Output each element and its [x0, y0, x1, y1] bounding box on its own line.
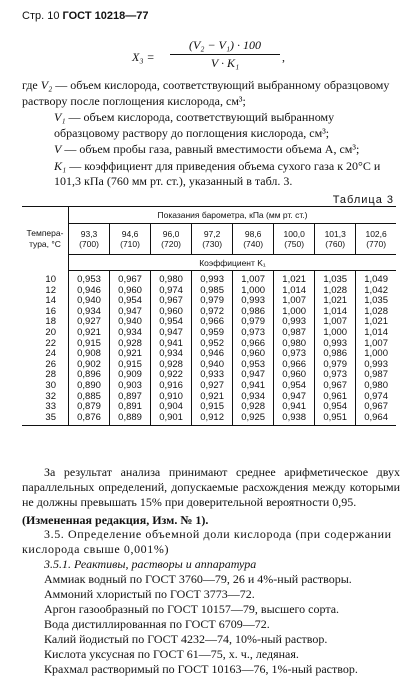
temperature-cell: 33 [22, 402, 69, 413]
amendment-note: (Измененная редакция, Изм. № 1). [22, 513, 209, 527]
coefficient-header: Коэффициент K₁ [69, 255, 397, 271]
coefficient-cell: 0,947 [274, 392, 315, 403]
coefficient-cell: 0,934 [69, 307, 110, 318]
formula-numerator: (V₂ − V₁) · 100 [170, 38, 280, 55]
temperature-cell: 12 [22, 286, 69, 297]
definition-prefix: где [22, 78, 41, 92]
coefficient-cell: 1,007 [274, 296, 315, 307]
coefficient-cell: 0,934 [110, 328, 151, 339]
coefficient-cell: 0,974 [364, 390, 388, 402]
coefficient-cell: 1,000 [233, 286, 274, 297]
coefficient-cell: 0,941 [233, 381, 274, 392]
coefficient-cell: 1,000 [364, 348, 388, 360]
coefficient-cell: 0,967 [364, 401, 388, 413]
pressure-mm: (770) [366, 239, 387, 249]
coefficient-cell: 0,910 [151, 392, 192, 403]
pressure-mm: (700) [79, 239, 99, 249]
pressure-kpa: 96,0 [162, 229, 180, 239]
coefficient-cell: 0,986 [315, 349, 356, 360]
coefficient-table [22, 206, 396, 426]
pressure-column-header [192, 224, 233, 255]
coefficient-cell: 1,035 [315, 271, 356, 286]
coefficient-cell: 0,947 [110, 307, 151, 318]
pressure-kpa: 94,6 [121, 229, 139, 239]
coefficient-cell: 0,972 [192, 307, 233, 318]
coefficient-cell: 0,928 [110, 339, 151, 350]
coefficient-cell: 0,916 [151, 381, 192, 392]
result-paragraph: За результат анализа принимают среднее арифметическое двух параллельных определений, допускаемые расхождения между которыми не должны превышать 15% при доверительной вероятности 0,95. [22, 465, 400, 509]
coefficient-cell: 0,993 [274, 317, 315, 328]
section-3-5-title: 3.5. Определение объемной доли кислорода (при содержании кислорода свыше 0,001%) [22, 527, 392, 556]
coefficient-cell: 0,987 [274, 328, 315, 339]
coefficient-cell: 1,021 [274, 271, 315, 286]
coefficient-cell: 0,909 [110, 370, 151, 381]
coefficient-cell: 0,946 [192, 349, 233, 360]
coefficient-cell: 0,953 [69, 271, 110, 286]
coefficient-cell: 0,979 [233, 317, 274, 328]
coefficient-cell: 0,928 [233, 402, 274, 413]
temperature-cell: 30 [22, 381, 69, 392]
coefficient-cell: 0,879 [69, 402, 110, 413]
temperature-cell: 35 [22, 413, 69, 426]
pressure-mm: (760) [325, 239, 346, 249]
coefficient-cell: 0,979 [192, 296, 233, 307]
table-row [22, 271, 396, 286]
coefficient-cell: 0,921 [110, 349, 151, 360]
definition-v1 [22, 110, 402, 141]
reagent-item: Аммиак водный по ГОСТ 3760—79, 26 и 4%-ный растворы. [44, 572, 352, 586]
coefficient-cell: 0,993 [233, 296, 274, 307]
coefficient-cell: 1,042 [364, 284, 388, 296]
coefficient-cell: 0,921 [69, 328, 110, 339]
coefficient-cell: 0,993 [192, 271, 233, 286]
coefficient-cell: 0,922 [151, 370, 192, 381]
formula-fraction [170, 38, 280, 71]
formula-denominator: V · K₁ [210, 56, 240, 70]
temperature-header-line1: Темпера- [26, 227, 64, 238]
pressure-row [22, 224, 396, 255]
coefficient-cell: 0,954 [110, 296, 151, 307]
pressure-header: Показания барометра, кПа (мм рт. ст.) [69, 207, 397, 224]
coefficient-cell: 0,954 [274, 381, 315, 392]
coefficient-cell: 0,973 [315, 370, 356, 381]
table-caption: Таблица 3 [332, 194, 394, 206]
coefficient-cell: 0,889 [110, 413, 151, 426]
coefficient-cell: 1,028 [364, 305, 388, 317]
formula-lhs: X₃ = [132, 50, 155, 64]
temperature-cell: 32 [22, 392, 69, 403]
coefficient-cell: 0,902 [69, 360, 110, 371]
definition-symbol: V₁ [54, 110, 66, 124]
coefficient-cell: 0,952 [192, 339, 233, 350]
table-row [22, 328, 396, 339]
coefficient-cell: 0,993 [315, 339, 356, 350]
coefficient-cell: 0,980 [151, 271, 192, 286]
pressure-column-header [315, 224, 356, 255]
coefficient-cell: 0,993 [364, 358, 388, 370]
coefficient-cell: 0,974 [151, 286, 192, 297]
pressure-kpa: 102,6 [365, 229, 387, 239]
pressure-mm: (740) [243, 239, 264, 249]
coefficient-cell: 1,014 [364, 326, 388, 338]
coefficient-cell: 0,960 [151, 307, 192, 318]
coefficient-cell: 0,954 [151, 317, 192, 328]
coefficient-cell: 1,000 [315, 328, 356, 339]
pressure-kpa: 101,3 [324, 229, 346, 239]
coefficient-cell: 0,934 [151, 349, 192, 360]
reagent-item: Калий йодистый по ГОСТ 4232—74, 10%-ный раствор. [44, 632, 328, 646]
temperature-cell: 26 [22, 360, 69, 371]
coefficient-cell: 0,987 [364, 369, 388, 381]
coefficient-cell: 1,021 [315, 296, 356, 307]
coefficient-cell: 1,007 [233, 271, 274, 286]
coefficient-cell: 0,897 [110, 392, 151, 403]
reagents-list [22, 557, 400, 677]
coefficient-cell: 0,973 [274, 349, 315, 360]
coefficient-cell: 0,941 [274, 402, 315, 413]
temperature-cell: 16 [22, 307, 69, 318]
temperature-header [22, 207, 69, 271]
definition-symbol: V₂ [40, 78, 53, 92]
coefficient-cell: 0,927 [192, 381, 233, 392]
reagent-item: Крахмал растворимый по ГОСТ 10163—76, 1%-ный раствор. [44, 662, 358, 676]
table-row [22, 413, 396, 426]
coefficient-cell: 0,901 [151, 413, 192, 426]
coefficient-cell: 1,007 [364, 337, 388, 349]
coefficient-cell: 0,960 [110, 286, 151, 297]
coefficient-cell: 0,966 [192, 317, 233, 328]
temperature-cell: 24 [22, 349, 69, 360]
temperature-header-line2: тура, °С [29, 238, 61, 249]
coefficient-cell: 0,927 [69, 317, 110, 328]
pressure-mm: (730) [202, 239, 223, 249]
coefficient-cell: 0,915 [69, 339, 110, 350]
definition-text: — объем кислорода, соответствующий выбранному образцовому раствору до поглощения кислорода, см³; [54, 110, 335, 140]
subsection-heading: 3.5.1. Реактивы, растворы и аппаратура [44, 557, 257, 571]
coefficient-cell: 0,966 [274, 360, 315, 371]
definition-symbol: K₁ [54, 158, 67, 173]
pressure-column-header [69, 224, 110, 255]
temperature-cell: 18 [22, 317, 69, 328]
coefficient-cell: 0,961 [315, 392, 356, 403]
coefficient-cell: 0,903 [110, 381, 151, 392]
coefficient-cell: 0,980 [364, 379, 388, 391]
coefficient-cell: 0,941 [151, 339, 192, 350]
coefficient-cell: 1,007 [315, 317, 356, 328]
pressure-column-header [274, 224, 315, 255]
coefficient-cell: 0,908 [69, 349, 110, 360]
reagent-item: Аргон газообразный по ГОСТ 10157—79, высшего сорта. [44, 602, 340, 616]
coefficient-cell: 0,953 [233, 360, 274, 371]
pressure-mm: (750) [284, 239, 305, 249]
temperature-cell: 28 [22, 370, 69, 381]
formula-comma: , [282, 50, 285, 64]
coefficient-cell: 0,967 [151, 296, 192, 307]
reagent-item: Аммоний хлористый по ГОСТ 3773—72. [44, 587, 255, 601]
pressure-column-header [233, 224, 274, 255]
coefficient-cell: 0,960 [233, 349, 274, 360]
coefficient-cell: 0,925 [233, 413, 274, 426]
coefficient-cell: 0,928 [151, 360, 192, 371]
coefficient-cell: 0,967 [110, 271, 151, 286]
coefficient-cell: 0,985 [192, 286, 233, 297]
pressure-kpa: 93,3 [80, 229, 98, 239]
pressure-mm: (720) [161, 239, 181, 249]
temperature-cell: 22 [22, 339, 69, 350]
coefficient-cell: 0,915 [110, 360, 151, 371]
coefficient-cell: 0,940 [69, 296, 110, 307]
coefficient-cell: 0,967 [315, 381, 356, 392]
coefficient-cell: 0,946 [69, 286, 110, 297]
coefficient-cell: 0,947 [151, 328, 192, 339]
coefficient-cell: 0,938 [274, 413, 315, 426]
temperature-cell: 14 [22, 296, 69, 307]
coefficient-cell: 0,980 [274, 339, 315, 350]
pressure-mm: (710) [120, 239, 140, 249]
coefficient-cell: 1,000 [274, 307, 315, 318]
coefficient-cell: 0,891 [110, 402, 151, 413]
definition-text: — объем кислорода, соответствующий выбранному образцовому раствору после поглощения кислорода, см³; [22, 78, 390, 108]
coefficient-cell: 0,964 [356, 413, 396, 426]
pressure-kpa: 97,2 [203, 229, 221, 239]
coefficient-cell: 1,035 [364, 295, 388, 307]
temperature-cell: 10 [22, 271, 69, 286]
coefficient-cell: 0,979 [315, 360, 356, 371]
coefficient-cell: 0,966 [233, 339, 274, 350]
coefficient-cell: 0,959 [192, 328, 233, 339]
coefficient-cell: 0,876 [69, 413, 110, 426]
reagent-item: Кислота уксусная по ГОСТ 61—75, х. ч., ледяная. [44, 647, 299, 661]
coefficient-cell: 0,947 [233, 370, 274, 381]
definition-k1 [22, 159, 402, 190]
coefficient-cell: 0,896 [69, 370, 110, 381]
coefficient-cell: 0,890 [69, 381, 110, 392]
coefficient-cell: 0,940 [110, 317, 151, 328]
table-row [22, 381, 396, 392]
definition-v2 [22, 78, 402, 109]
coefficient-cell: 0,933 [192, 370, 233, 381]
coefficient-cell: 0,973 [233, 328, 274, 339]
coefficient-cell: 0,951 [315, 413, 356, 426]
coefficient-cell: 0,986 [233, 307, 274, 318]
definition-text: — объем пробы газа, равный вместимости объема A, см³; [61, 142, 360, 156]
coefficient-cell: 1,021 [364, 316, 388, 328]
coefficient-cell: 0,954 [315, 402, 356, 413]
definition-v [22, 142, 402, 158]
coefficient-cell: 0,921 [192, 392, 233, 403]
reagent-item: Вода дистиллированная по ГОСТ 6709—72. [44, 617, 270, 631]
coefficient-cell: 0,960 [274, 370, 315, 381]
pressure-kpa: 98,6 [244, 229, 262, 239]
coefficient-cell: 1,028 [315, 286, 356, 297]
coefficient-cell: 0,915 [192, 402, 233, 413]
pressure-column-header [110, 224, 151, 255]
coefficient-cell: 1,014 [315, 307, 356, 318]
coefficient-cell: 1,014 [274, 286, 315, 297]
document-id: ГОСТ 10218—77 [62, 10, 149, 22]
pressure-column-header [151, 224, 192, 255]
coefficient-cell: 1,049 [364, 274, 388, 285]
page-header [22, 10, 148, 22]
definition-text: — коэффициент для приведения объема сухого газа к 20°С и 101,3 кПа (760 мм рт. ст.), указанный в табл. 3. [54, 158, 381, 188]
coefficient-cell: 0,940 [192, 360, 233, 371]
page-number: Стр. 10 [22, 10, 60, 22]
coefficient-cell: 0,885 [69, 392, 110, 403]
formula-definitions [22, 78, 402, 191]
coefficient-cell: 0,904 [151, 402, 192, 413]
coefficient-cell: 0,912 [192, 413, 233, 426]
pressure-kpa: 100,0 [283, 229, 305, 239]
pressure-column-header [356, 224, 396, 255]
definition-symbol: V [54, 142, 62, 156]
table-body [22, 271, 396, 426]
temperature-cell: 20 [22, 328, 69, 339]
coefficient-cell: 0,934 [233, 392, 274, 403]
